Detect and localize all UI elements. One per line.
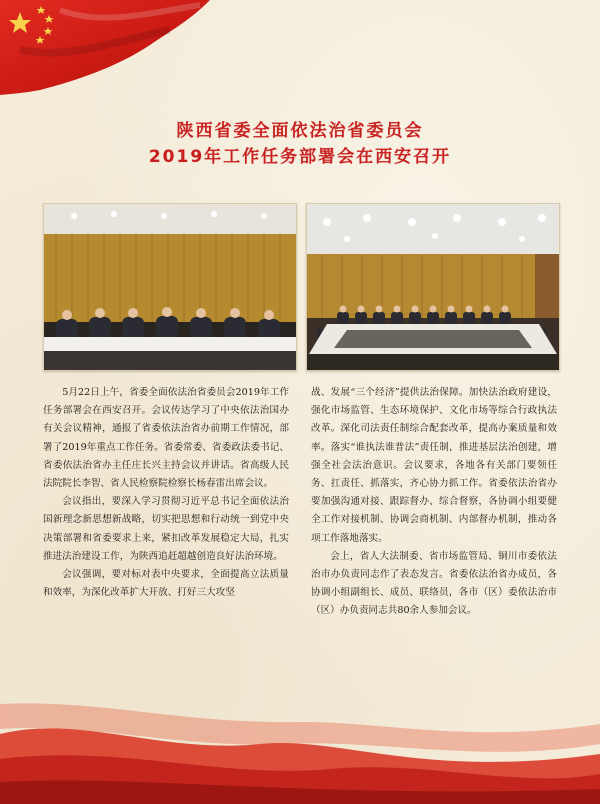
paragraph: 会上，省人大法制委、省市场监管局、铜川市委依法治市办负责同志作了表态发言。省委依法治省办成员，各协调小组副组长、成员、联络员，各市（区）委依法治市（区）办负责同志共80余人参加会议。 xyxy=(311,550,557,617)
article-column-left xyxy=(43,384,289,602)
red-flag-decoration xyxy=(0,0,210,95)
meeting-photo-podium xyxy=(43,203,297,371)
article-column-right xyxy=(311,384,557,621)
title-line-2: 2019年工作任务部署会在西安召开 xyxy=(148,147,452,167)
article-title xyxy=(0,118,600,170)
red-brush-decoration xyxy=(0,604,600,804)
paragraph: 会议指出，要深入学习贯彻习近平总书记全面依法治国新理念新思想新战略，切实把思想和行动统一到党中央决策部署和省委要求上来，紧扣改革发展稳定大局，扎实推进法治建设工作，为陕西追赶超越创造良好法治环境。 xyxy=(43,496,289,562)
meeting-photo-conference-table xyxy=(306,203,560,371)
paragraph: 5月22日上午，省委全面依法治省委员会2019年工作任务部署会在西安召开。会议传达学习了中央依法治国办有关会议精神，通报了省委依法治省办前期工作情况，部署了2019年重点工作任务。省委常委、省委政法委书记、省委依法治省办主任庄长兴主持会议并讲话。省高级人民法院院长李智、省人民检察院检察长杨春雷出席会议。 xyxy=(43,387,289,490)
paragraph: 会议强调，要对标对表中央要求，全面提高立法质量和效率，为深化改革扩大开放、打好三大攻坚 xyxy=(43,569,289,599)
paragraph-continuation: 战、发展“三个经济”提供法治保障。加快法治政府建设，强化市场监管、生态环境保护、文化市场等综合行政执法改革。深化司法责任制综合配套改革，提高办案质量和效率。落实“谁执法谁普法”责任制，推进基层法治创建，增强全社会法治意识。会议要求，各地各有关部门要领任务、扛责任、抓落实，齐心协力抓工作。省委依法治省办要加强沟通对接、跟踪督办、综合督察，各协调小组要健全工作对接机制、协调会商机制、内部督办机制，推动各项工作落地落实。 xyxy=(311,387,557,544)
title-line-1: 陕西省委全面依法治省委员会 xyxy=(176,121,424,141)
